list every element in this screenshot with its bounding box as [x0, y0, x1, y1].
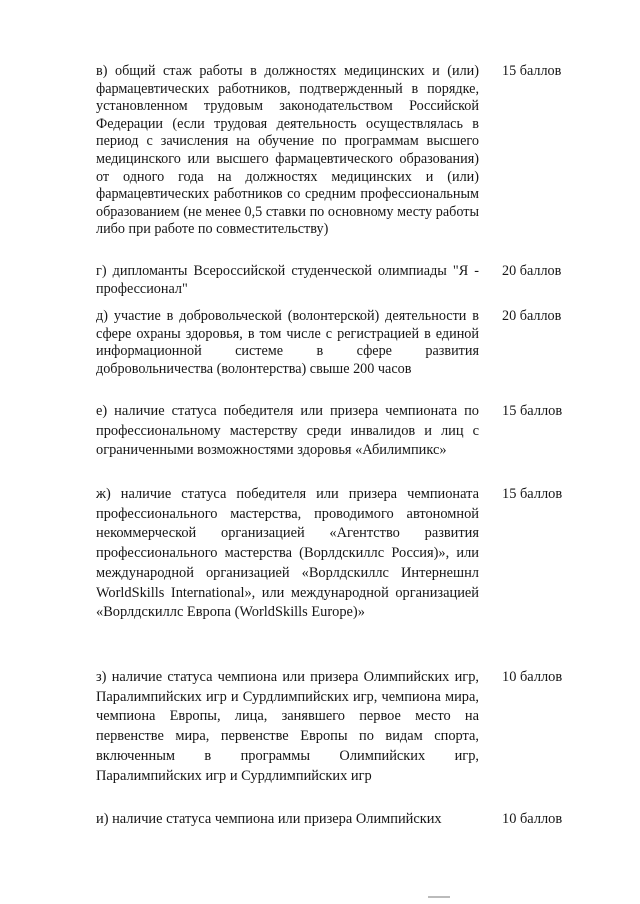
criterion-points: 20 баллов [502, 263, 562, 279]
criterion-text: з) наличие статуса чемпиона или призера Олимпийских игр, Паралимпийских игр и Сурдлимпийских игр, чемпиона мира, чемпиона Европы, лица, занявшего первое место на первенстве мира, первенстве Европы по видам спорта, включенным в программы Олимпийских игр, Паралимпийских игр и Сурдлимпийских игр [96, 669, 479, 784]
criterion-points: 15 баллов [502, 486, 563, 502]
scan-mark [428, 896, 450, 898]
criterion-text: в) общий стаж работы в должностях медицинских и (или) фармацевтических работников, подтвержденный в порядке, установленном трудовым законодательством Российской Федерации (если трудовая деятельность осуществлялась в период с зачисления на обучение по программам высшего медицинского или высшего фармацевтического образования) от одного года на должностях медицинских и (или) фармацевтических работников со средним профессиональным образованием (не менее 0,5 ставки по основному месту работы либо при работе по совместительству) [96, 63, 479, 238]
criterion-points: 20 баллов [502, 308, 562, 324]
criterion-text: г) дипломанты Всероссийской студенческой олимпиады "Я - профессионал" [96, 263, 479, 297]
criterion-text: д) участие в добровольческой (волонтерской) деятельности в сфере охраны здоровья, в том числе с регистрацией в единой информационной системе в сфере развития добровольничества (волонтерства) свыше 200 часов [96, 308, 479, 377]
criterion-text: ж) наличие статуса победителя или призера чемпионата профессионального мастерства, проводимого автономной некоммерческой организацией «Агентство развития профессионального мастерства (Ворлдскиллс Россия)», или международной организацией «Ворлдскиллс Интернешнл WorldSkills International», или международной организацией «Ворлдскиллс Европа (WorldSkills Europe)» [96, 486, 479, 621]
criterion-points: 15 баллов [502, 403, 563, 419]
criterion-points: 10 баллов [502, 811, 563, 827]
criterion-points: 15 баллов [502, 63, 562, 79]
criterion-text: и) наличие статуса чемпиона или призера Олимпийских [96, 811, 442, 827]
criterion-text: е) наличие статуса победителя или призера чемпионата по профессиональному мастерству среди инвалидов и лиц с ограниченными возможностями здоровья «Абилимпикс» [96, 403, 479, 459]
criterion-points: 10 баллов [502, 669, 563, 685]
